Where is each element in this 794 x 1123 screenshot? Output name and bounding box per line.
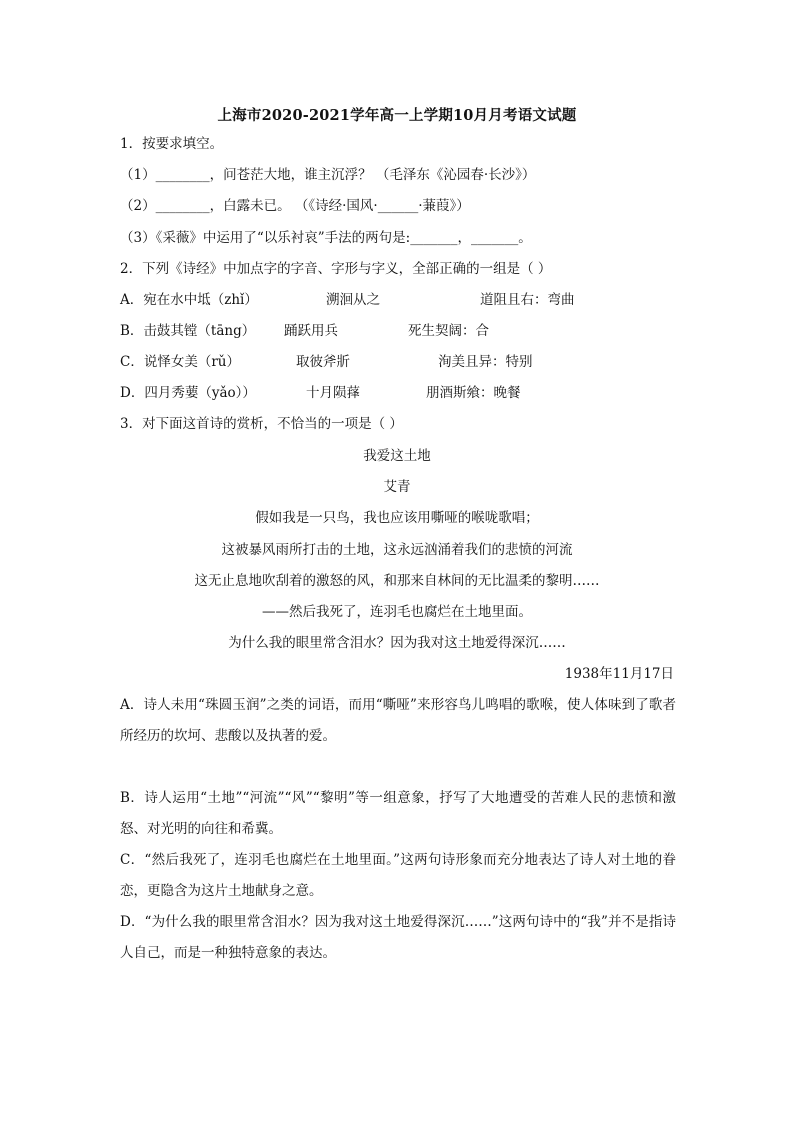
q3-option-b: B．诗人运用“土地”“河流”“风”“黎明”等一组意象，抒写了大地遭受的苦难人民的悲愤和激怒、对光明的向往和希冀。 — [120, 790, 676, 837]
poem-line-2: 这被暴风雨所打击的土地，这永远汹涌着我们的悲愤的河流 — [221, 542, 573, 558]
q1-item-3: （3）《采薇》中运用了“以乐衬哀”手法的两句是:_______，_______。 — [120, 230, 532, 246]
q2-option-a-col3: 道阻且右：弯曲 — [480, 292, 575, 308]
q3-option-d: D．“为什么我的眼里常含泪水？因为我对这土地爱得深沉……”这两句诗中的“我”并不是指诗人自己，而是一种独特意象的表达。 — [120, 914, 676, 961]
q2-option-d-col3: 朋酒斯飨：晚餐 — [426, 385, 521, 401]
poem-line-3: 这无止息地吹刮着的激怒的风，和那来自林间的无比温柔的黎明…… — [194, 573, 600, 589]
poem-line-1: 假如我是一只鸟，我也应该用嘶哑的喉咙歌唱； — [255, 510, 539, 526]
poem-author: 艾青 — [383, 479, 411, 495]
q2-stem: 2．下列《诗经》中加点字的字音、字形与字义，全部正确的一组是（ ） — [120, 261, 552, 277]
q2-option-d-col1: D．四月秀葽（yǎo）） — [120, 385, 256, 401]
q2-option-b-col3: 死生契阔：合 — [408, 323, 489, 339]
q3-option-a: A．诗人未用“珠圆玉润”之类的词语，而用“嘶哑”来形容鸟儿鸣唱的歌喉，使人体味到了歌者所经历的坎坷、悲酸以及执著的爱。 — [120, 697, 676, 744]
q3-stem: 3．对下面这首诗的赏析，不恰当的一项是（ ） — [120, 416, 403, 432]
q1-item-1: （1）________，问苍茫大地，谁主沉浮？ （毛泽东《沁园春·长沙》） — [120, 167, 536, 183]
q2-option-d-col2: 十月陨萚 — [306, 385, 360, 401]
poem-line-5: 为什么我的眼里常含泪水？因为我对这土地爱得深沉…… — [228, 635, 566, 651]
page-title: 上海市2020-2021学年高一上学期10月月考语文试题 — [217, 107, 577, 124]
q2-option-c-col2: 取彼斧斨 — [296, 354, 350, 370]
q2-option-c-col1: C．说怿女美（rǔ） — [120, 354, 240, 370]
q2-option-a-col1: A．宛在水中坻（zhǐ） — [120, 292, 258, 308]
poem-title: 我爱这土地 — [363, 448, 431, 464]
q2-option-b-col1: B．击鼓其镗（tāng） — [120, 323, 256, 339]
q1-item-2: （2）________，白露未已。 （《诗经·国风·______·蒹葭》） — [120, 198, 470, 214]
q2-option-a-col2: 溯洄从之 — [326, 292, 380, 308]
poem-line-4: ——然后我死了，连羽毛也腐烂在土地里面。 — [262, 604, 532, 620]
q2-option-b-col2: 踊跃用兵 — [284, 323, 338, 339]
q1-stem: 1．按要求填空。 — [120, 136, 224, 152]
poem-date: 1938年11月17日 — [564, 666, 674, 682]
q2-option-c-col3: 洵美且异：特别 — [438, 354, 533, 370]
q3-option-c: C．“然后我死了，连羽毛也腐烂在土地里面。”这两句诗形象而充分地表达了诗人对土地的眷恋，更隐含为这片土地献身之意。 — [120, 852, 676, 899]
